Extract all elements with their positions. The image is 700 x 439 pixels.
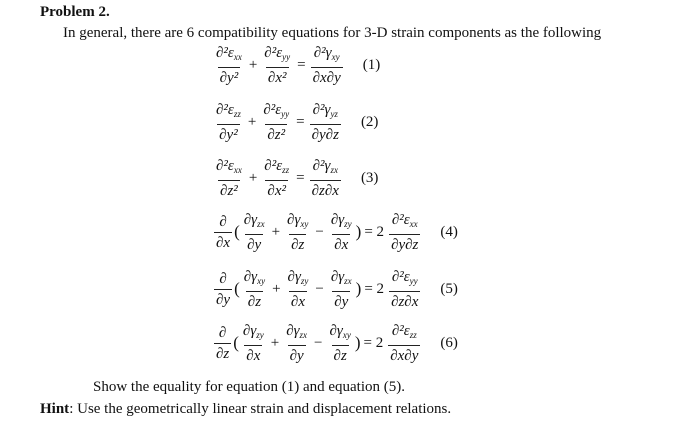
operator: = [296,169,305,186]
fraction [310,156,341,201]
equation-number: (5) [440,280,458,297]
operator: = 2 [363,334,384,351]
subscript: xy [300,218,309,229]
parenthesis: ) [354,333,361,352]
parenthesis: ) [355,279,362,298]
numerator: $\partial\gamma_{zy}$ [287,268,309,286]
equation-4 [212,207,458,257]
operator: + [270,334,280,351]
denominator: ∂x∂y [388,345,420,366]
operator: + [272,280,281,297]
numerator: $\partial^2\varepsilon_{yy}$ [263,101,290,119]
fraction [214,43,244,88]
fraction [262,43,292,88]
hint-label: Hint [40,401,70,417]
denominator: ∂y [214,289,232,310]
denominator: ∂z [246,291,263,312]
subscript: zz [233,108,241,119]
denominator: ∂y [245,234,263,255]
subscript: zz [282,164,290,175]
denominator: ∂x² [265,180,288,201]
numerator: $\partial^2\varepsilon_{xx}$ [216,44,242,62]
equation-number: (3) [360,169,379,186]
operator: − [314,334,323,351]
numerator: ∂ [218,324,227,341]
denominator: ∂y [332,291,350,312]
problem-title: Problem 2. [40,4,110,20]
operator: + [248,56,258,73]
subscript: zy [256,329,264,340]
numerator: $\partial\gamma_{zx}$ [330,268,352,286]
task-statement: Show the equality for equation (1) and equation (5). [93,379,405,395]
parenthesis: ( [234,279,240,298]
numerator: $\partial^2\varepsilon_{zz}$ [264,157,290,175]
fraction [388,321,420,366]
operator: − [315,280,324,297]
subscript: xx [409,218,418,229]
subscript: zx [344,275,352,286]
denominator: ∂z [332,345,349,366]
subscript: zz [409,329,417,340]
numerator: $\partial^2\gamma_{zx}$ [312,157,338,175]
denominator: ∂z∂x [389,291,420,312]
subscript: xy [342,329,351,340]
numerator: $\partial\gamma_{zx}$ [286,322,308,340]
fraction [214,212,232,253]
operator: = [296,113,305,130]
equation-number: (2) [360,113,379,130]
subscript: yz [330,108,338,119]
fraction [389,267,420,312]
numerator: $\partial^2\varepsilon_{zz}$ [391,322,417,340]
fraction [214,100,243,145]
operator: + [271,223,281,240]
subscript: zx [257,218,265,229]
fraction [262,156,291,201]
subscript: xy [257,275,266,286]
numerator: ∂ [219,270,227,287]
fraction [329,210,354,255]
equation-2 [212,97,378,147]
numerator: $\partial\gamma_{xy}$ [329,322,351,340]
fraction [286,267,311,312]
operator: + [247,113,257,130]
subscript: yy [409,275,418,286]
denominator: ∂y² [218,67,241,88]
numerator: $\partial\gamma_{zy}$ [330,211,352,229]
equation-1 [212,40,380,90]
numerator: $\partial^2\varepsilon_{yy}$ [264,44,291,62]
fraction [214,156,244,201]
subscript: yy [282,51,291,62]
fraction [311,43,343,88]
denominator: ∂x² [266,67,289,88]
denominator: ∂x [244,345,262,366]
numerator: $\partial^2\varepsilon_{xx}$ [216,157,242,175]
fraction [310,100,341,145]
denominator: ∂y [288,345,306,366]
equation-6 [212,318,458,368]
numerator: $\partial\gamma_{zy}$ [242,322,264,340]
problem-intro: In general, there are 6 compatibility equations for 3-D strain components as the following [63,25,602,41]
subscript: zx [330,164,338,175]
denominator: ∂z∂x [310,180,341,201]
subscript: zy [344,218,352,229]
numerator: $\partial^2\gamma_{xy}$ [313,44,340,62]
denominator: ∂x [214,232,232,253]
denominator: ∂x [289,291,307,312]
fraction [261,100,291,145]
numerator: $\partial\gamma_{zx}$ [243,211,265,229]
denominator: ∂x∂y [311,67,343,88]
fraction [329,267,354,312]
denominator: ∂z² [265,124,287,145]
denominator: ∂z [289,234,306,255]
parenthesis: ( [234,222,240,241]
numerator: $\partial^2\gamma_{yz}$ [312,101,338,119]
fraction [242,210,267,255]
numerator: $\partial\gamma_{xy}$ [243,268,266,286]
equation-5 [212,264,458,314]
subscript: xx [233,164,242,175]
equation-number: (4) [440,223,458,240]
fraction [285,210,310,255]
parenthesis: ( [233,333,239,352]
hint [40,401,451,418]
subscript: xy [331,51,340,62]
numerator: ∂ [219,213,227,230]
subscript: zx [299,329,308,340]
numerator: $\partial^2\varepsilon_{yy}$ [391,268,418,286]
numerator: $\partial^2\varepsilon_{zz}$ [216,101,241,119]
equation-number: (1) [362,56,381,73]
denominator: ∂y² [217,124,240,145]
fraction [214,323,231,364]
denominator: ∂y∂z [310,124,341,145]
fraction [328,321,353,366]
numerator: $\partial^2\varepsilon_{xx}$ [391,211,418,229]
hint-text: : Use the geometrically linear strain and displacement relations. [69,401,452,417]
denominator: ∂z [214,343,231,364]
operator: − [315,223,324,240]
parenthesis: ) [355,222,362,241]
operator: = 2 [364,223,385,240]
equation-number: (6) [440,334,458,351]
denominator: ∂z² [218,180,240,201]
fraction [389,210,420,255]
subscript: yy [281,108,290,119]
denominator: ∂x [332,234,350,255]
operator: = 2 [364,280,385,297]
operator: + [248,169,258,186]
fraction [242,267,267,312]
fraction [241,321,266,366]
fraction [284,321,309,366]
fraction [214,269,232,310]
subscript: xx [233,51,242,62]
denominator: ∂y∂z [389,234,420,255]
operator: = [297,56,306,73]
subscript: zy [300,275,309,286]
numerator: $\partial\gamma_{xy}$ [287,211,309,229]
equation-3 [212,153,378,203]
